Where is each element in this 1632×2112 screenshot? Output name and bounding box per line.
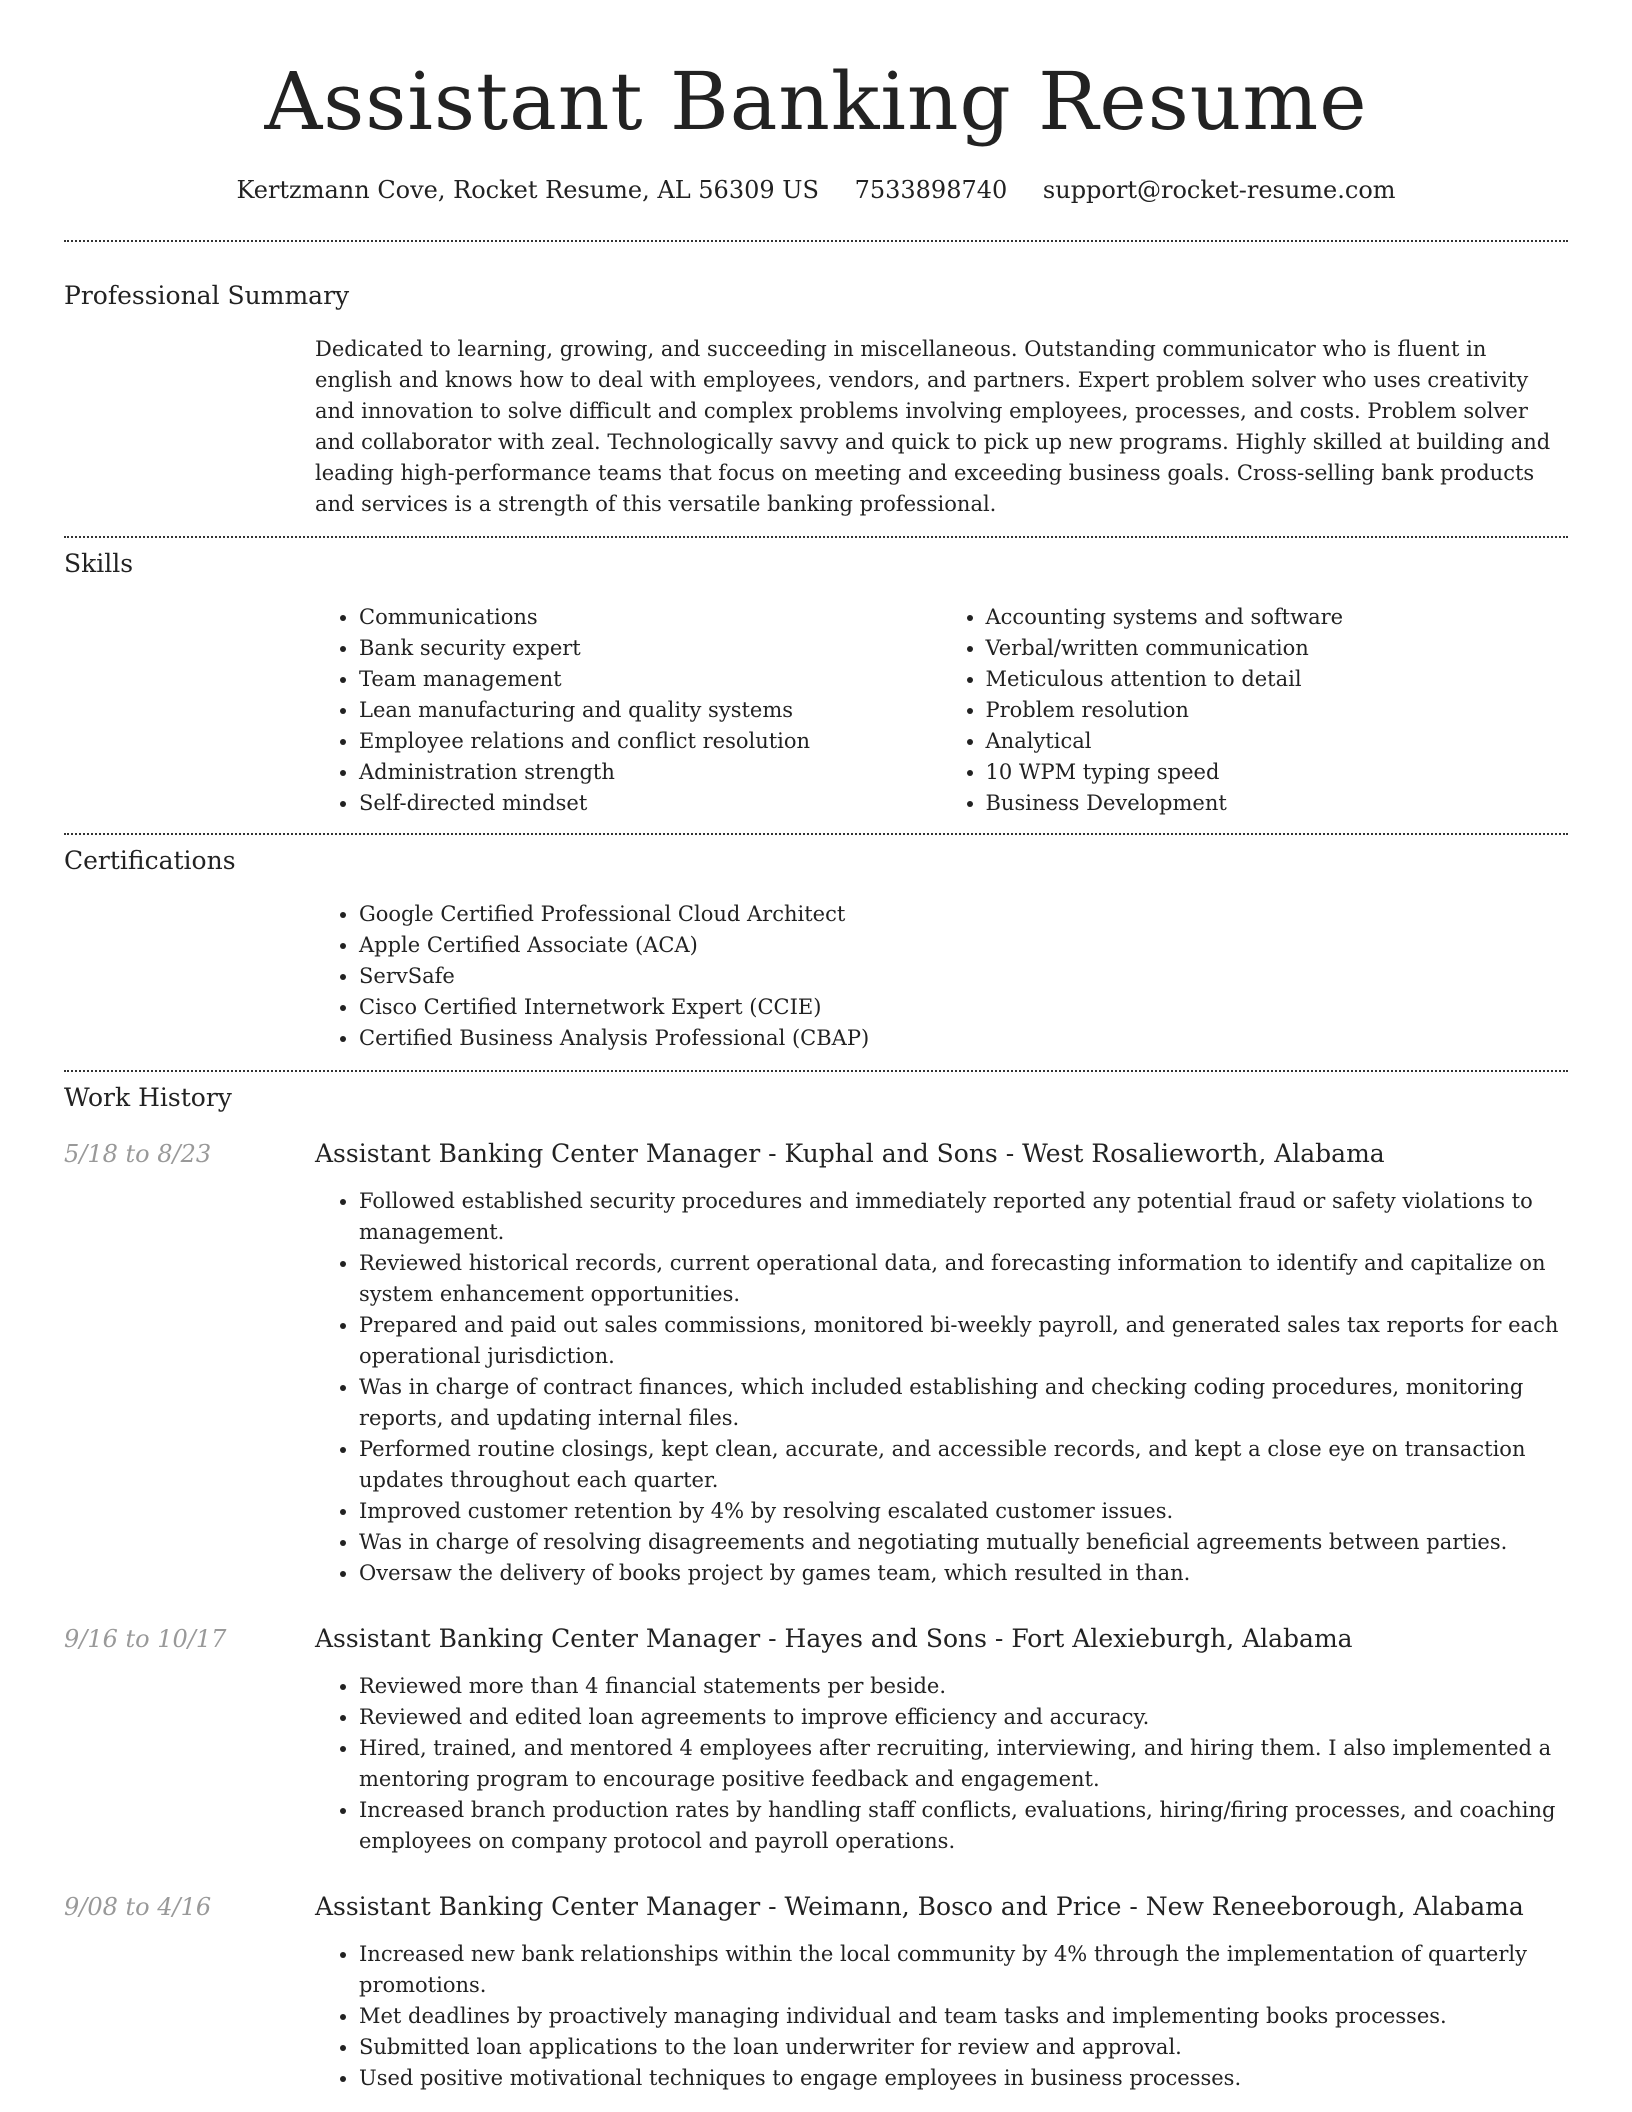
job-body	[315, 1671, 1568, 1857]
list-item: • Problem resolution	[986, 695, 1569, 726]
list-item: • 10 WPM typing speed	[986, 757, 1569, 788]
list-item: • Team management	[359, 664, 942, 695]
contact-line	[64, 174, 1568, 206]
job-entry	[64, 1623, 1568, 1857]
skills-list-left	[315, 602, 942, 819]
list-item: • Employee relations and conflict resolution	[359, 726, 942, 757]
skills-list-right	[942, 602, 1569, 819]
list-item: • Hired, trained, and mentored 4 employees after recruiting, interviewing, and hiring them. I also implemented a mentoring program to encourage positive feedback and engagement.	[359, 1733, 1568, 1795]
job-dates: 5/18 to 8/23	[64, 1140, 212, 1168]
certifications-body	[315, 899, 1568, 1054]
job-bullets	[315, 1186, 1568, 1589]
list-item: • Improved customer retention by 4% by resolving escalated customer issues.	[359, 1496, 1568, 1527]
skills-section	[64, 548, 1568, 819]
job-entry	[64, 1138, 1568, 1589]
section-title-work-history: Work History	[64, 1083, 232, 1112]
section-title-summary: Professional Summary	[64, 281, 350, 310]
list-item: • Meticulous attention to detail	[986, 664, 1569, 695]
list-item: • Self-directed mindset	[359, 788, 942, 819]
job-title: Assistant Banking Center Manager - Hayes and Sons - Fort Alexieburgh, Alabama	[315, 1624, 1353, 1653]
list-item: • Submitted loan applications to the loan underwriter for review and approval.	[359, 2032, 1568, 2063]
divider	[64, 1070, 1568, 1072]
summary-section	[64, 280, 1568, 520]
list-item: • Business Development	[986, 788, 1569, 819]
list-item: • Verbal/written communication	[986, 633, 1569, 664]
list-item: • ServSafe	[359, 961, 1568, 992]
resume-page	[64, 0, 1568, 2094]
job-dates: 9/08 to 4/16	[64, 1893, 212, 1921]
contact-email: support@rocket-resume.com	[1042, 176, 1396, 204]
list-item: • Cisco Certified Internetwork Expert (CCIE)	[359, 992, 1568, 1023]
job-dates: 9/16 to 10/17	[64, 1625, 227, 1653]
divider	[64, 833, 1568, 835]
list-item: • Increased branch production rates by handling staff conflicts, evaluations, hiring/firing processes, and coaching employees on company protocol and payroll operations.	[359, 1795, 1568, 1857]
work-history-section	[64, 1082, 1568, 2094]
job-bullets	[315, 1671, 1568, 1857]
section-title-certifications: Certifications	[64, 846, 236, 875]
job-title: Assistant Banking Center Manager - Weimann, Bosco and Price - New Reneeborough, Alabama	[315, 1892, 1524, 1921]
job-bullets	[315, 1939, 1568, 2094]
list-item: • Followed established security procedures and immediately reported any potential fraud or safety violations to management.	[359, 1186, 1568, 1248]
list-item: • Reviewed more than 4 financial statements per beside.	[359, 1671, 1568, 1702]
list-item: • Administration strength	[359, 757, 942, 788]
list-item: • Met deadlines by proactively managing individual and team tasks and implementing books processes.	[359, 2001, 1568, 2032]
resume-title: Assistant Banking Resume	[264, 55, 1368, 148]
list-item: • Prepared and paid out sales commissions, monitored bi-weekly payroll, and generated sales tax reports for each operational jurisdiction.	[359, 1310, 1568, 1372]
divider	[64, 536, 1568, 538]
contact-address: Kertzmann Cove, Rocket Resume, AL 56309 US	[236, 176, 819, 204]
list-item: • Was in charge of resolving disagreements and negotiating mutually beneficial agreements between parties.	[359, 1527, 1568, 1558]
list-item: • Reviewed and edited loan agreements to improve efficiency and accuracy.	[359, 1702, 1568, 1733]
list-item: • Increased new bank relationships within the local community by 4% through the implementation of quarterly promotions.	[359, 1939, 1568, 2001]
list-item: • Communications	[359, 602, 942, 633]
list-item: • Used positive motivational techniques to engage employees in business processes.	[359, 2063, 1568, 2094]
list-item: • Accounting systems and software	[986, 602, 1569, 633]
divider	[64, 240, 1568, 242]
list-item: • Analytical	[986, 726, 1569, 757]
skills-grid	[315, 602, 1568, 819]
list-item: • Google Certified Professional Cloud Architect	[359, 899, 1568, 930]
certifications-list	[315, 899, 1568, 1054]
job-body	[315, 1939, 1568, 2094]
list-item: • Lean manufacturing and quality systems	[359, 695, 942, 726]
list-item: • Reviewed historical records, current operational data, and forecasting information to identify and capitalize on system enhancement opportunities.	[359, 1248, 1568, 1310]
section-title-skills: Skills	[64, 549, 134, 578]
list-item: • Oversaw the delivery of books project by games team, which resulted in than.	[359, 1558, 1568, 1589]
job-body	[315, 1186, 1568, 1589]
list-item: • Was in charge of contract finances, which included establishing and checking coding procedures, monitoring reports, and updating internal files.	[359, 1372, 1568, 1434]
job-title: Assistant Banking Center Manager - Kuphal and Sons - West Rosalieworth, Alabama	[315, 1139, 1385, 1168]
contact-phone: 7533898740	[854, 176, 1008, 204]
list-item: • Performed routine closings, kept clean, accurate, and accessible records, and kept a close eye on transaction updates throughout each quarter.	[359, 1434, 1568, 1496]
list-item: • Certified Business Analysis Professional (CBAP)	[359, 1023, 1568, 1054]
summary-text: Dedicated to learning, growing, and succeeding in miscellaneous. Outstanding communicator who is fluent in english and knows how to deal with employees, vendors, and partners. Expert problem solver who uses creativity and innovation to solve difficult and complex problems involving employees, processes, and costs. Problem solver and collaborator with zeal. Technologically savvy and quick to pick up new programs. Highly skilled at building and leading high-performance teams that focus on meeting and exceeding business goals. Cross-selling bank products and services is a strength of this versatile banking professional.	[315, 337, 1551, 516]
list-item: • Bank security expert	[359, 633, 942, 664]
job-entry	[64, 1891, 1568, 2094]
certifications-section	[64, 845, 1568, 1054]
list-item: • Apple Certified Associate (ACA)	[359, 930, 1568, 961]
